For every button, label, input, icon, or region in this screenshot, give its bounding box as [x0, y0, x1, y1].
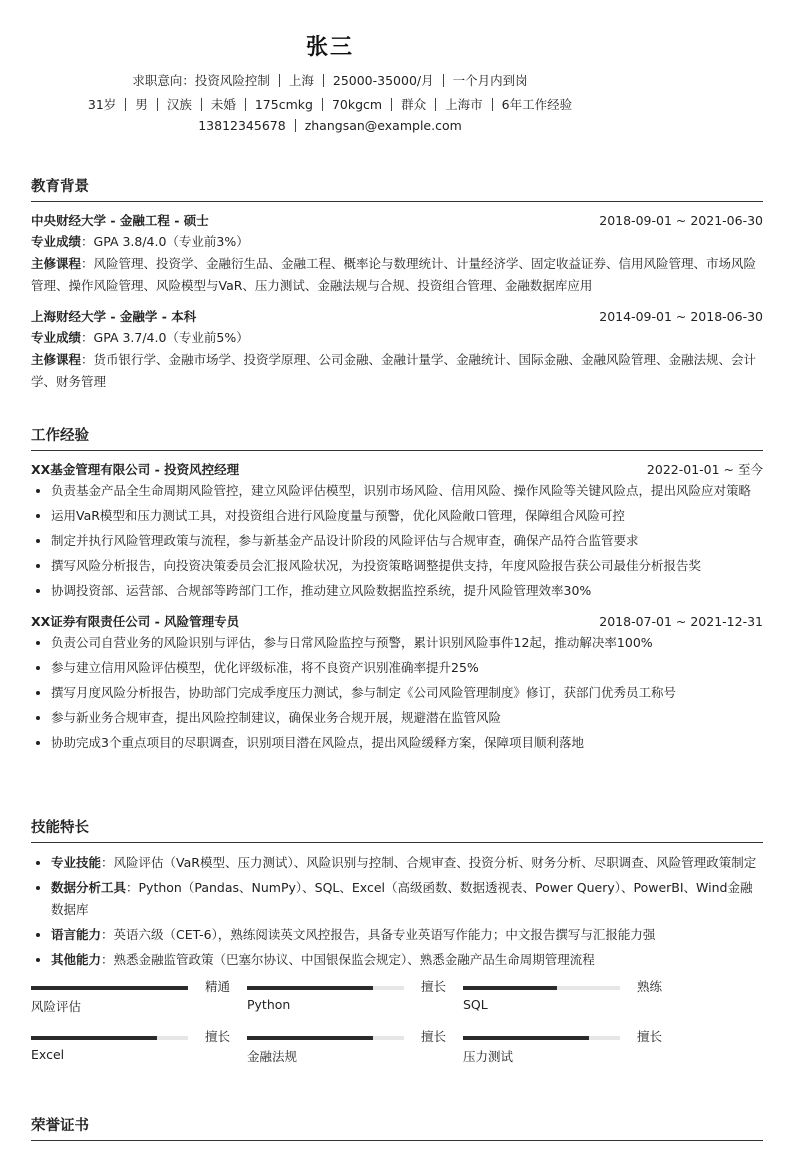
section-title: 工作经验	[31, 424, 763, 451]
contact-line	[0, 118, 660, 133]
school-degree: 中央财经大学 - 金融工程 - 硕士	[31, 213, 209, 228]
phone[interactable]: 13812345678	[198, 118, 286, 133]
list-item	[51, 924, 763, 946]
skill-name: 金融法规	[247, 1049, 298, 1064]
skill-name: SQL	[463, 997, 488, 1012]
skill-text: ：风险评估（VaR模型、压力测试）、风险识别与控制、合规审查、投资分析、财务分析、尽职调查、风险管理政策制定	[101, 855, 757, 870]
education-entry	[31, 211, 763, 297]
list-item	[51, 949, 763, 971]
date-range: 2022-01-01 ~ 至今	[646, 462, 763, 477]
skill-bar	[247, 977, 447, 1019]
skill-bar	[463, 1027, 663, 1069]
skill-label: 其他能力	[51, 952, 102, 967]
work-entry	[31, 612, 763, 754]
section-title: 荣誉证书	[31, 1114, 763, 1141]
school-degree: 上海财经大学 - 金融学 - 本科	[31, 309, 197, 324]
list-item	[51, 852, 763, 874]
duty-list	[31, 480, 763, 602]
skill-name: Excel	[31, 1047, 65, 1062]
skill-text: ：英语六级（CET-6），熟练阅读英文风控报告，具备专业英语写作能力；中文报告撰写与汇报能力强	[101, 927, 656, 942]
list-item: • 协助完成3个重点项目的尽职调查，识别项目潜在风险点，提出风险缓释方案，保障项目顺利落地	[51, 732, 763, 754]
skill-label: 专业技能	[51, 855, 102, 870]
marital-status: 未婚	[210, 97, 236, 112]
skill-level: 擅长	[637, 1029, 663, 1044]
company-role: XX证券有限责任公司 - 风险管理专员	[31, 614, 240, 629]
skill-level: 熟练	[637, 979, 663, 994]
honors-section	[31, 1114, 763, 1150]
skill-bar-fill	[247, 986, 373, 990]
courses-value: ：风险管理、投资学、金融衍生品、金融工程、概率论与数理统计、计量经济学、固定收益证券、信用风险管理、市场风险管理、操作风险管理、风险模型与VaR、压力测试、金融法规与合规、投资组合管理、金融数据库应用	[31, 256, 757, 293]
city: 上海	[288, 73, 314, 88]
grade-value: ：GPA 3.7/4.0（专业前5%）	[81, 330, 249, 345]
skill-bar	[463, 977, 663, 1019]
salary: 25000-35000/月	[332, 73, 434, 88]
skill-bar	[31, 977, 231, 1019]
skill-bars	[31, 977, 763, 1069]
skills-section	[31, 816, 763, 1069]
list-item: • 负责基金产品全生命周期风险管控，建立风险评估模型，识别市场风险、信用风险、操作风险等关键风险点，提出风险应对策略	[51, 480, 763, 502]
courses-label: 主修课程	[31, 256, 82, 271]
skill-bar	[31, 1027, 231, 1069]
skill-bar-fill	[463, 986, 557, 990]
date-range: 2018-09-01 ~ 2021-06-30	[599, 213, 763, 228]
duty-list	[31, 632, 763, 754]
list-item: • 协调投资部、运营部、合规部等跨部门工作，推动建立风险数据监控系统，提升风险管理效率30%	[51, 580, 763, 602]
list-item	[51, 877, 763, 921]
experience-years: 6年工作经验	[501, 97, 573, 112]
list-item: • 运用VaR模型和压力测试工具，对投资组合进行风险度量与预警，优化风险敞口管理，保障组合风险可控	[51, 505, 763, 527]
list-item: • 参与新业务合规审查，提出风险控制建议，确保业务合规开展，规避潜在监管风险	[51, 707, 763, 729]
list-item: • 负责公司自营业务的风险识别与评估，参与日常风险监控与预警，累计识别风险事件12起，推动解决率100%	[51, 632, 763, 654]
company-role: XX基金管理有限公司 - 投资风控经理	[31, 462, 240, 477]
skill-level: 擅长	[205, 1029, 231, 1044]
work-section	[31, 424, 763, 764]
skill-level: 擅长	[421, 979, 447, 994]
list-item: • 参与建立信用风险评估模型，优化评级标准，将不良资产识别准确率提升25%	[51, 657, 763, 679]
skill-level: 精通	[205, 979, 231, 994]
skill-name: Python	[247, 997, 291, 1012]
age: 31岁	[87, 97, 117, 112]
political-status: 群众	[401, 97, 427, 112]
education-section	[31, 175, 763, 403]
availability: 一个月内到岗	[452, 73, 528, 88]
skill-text: ：熟悉金融监管政策（巴塞尔协议、中国银保监会规定）、熟悉金融产品生命周期管理流程	[101, 952, 595, 967]
list-item: • 撰写风险分析报告，向投资决策委员会汇报风险状况，为投资策略调整提供支持，年度风险报告获公司最佳分析报告奖	[51, 555, 763, 577]
work-entry	[31, 460, 763, 602]
skill-name: 风险评估	[31, 999, 82, 1014]
job-intent-line	[0, 71, 660, 89]
ethnicity: 汉族	[166, 97, 192, 112]
skill-bar-fill	[31, 986, 188, 990]
weight: 70kgcm	[331, 97, 383, 112]
skill-level: 擅长	[421, 1029, 447, 1044]
gender: 男	[135, 97, 148, 112]
grade-label: 专业成绩	[31, 234, 82, 249]
section-title: 教育背景	[31, 175, 763, 202]
skill-text: ：Python（Pandas、NumPy）、SQL、Excel（高级函数、数据透视表、Power Query）、PowerBI、Wind金融数据库	[51, 880, 753, 917]
date-range: 2018-07-01 ~ 2021-12-31	[599, 614, 763, 629]
skill-label: 数据分析工具	[51, 880, 127, 895]
residence: 上海市	[445, 97, 483, 112]
list-item: • 制定并执行风险管理政策与流程，参与新基金产品设计阶段的风险评估与合规审查，确保产品符合监管要求	[51, 530, 763, 552]
candidate-name: 张三	[305, 35, 354, 60]
grade-label: 专业成绩	[31, 330, 82, 345]
date-range: 2014-09-01 ~ 2018-06-30	[599, 309, 763, 324]
skill-bar-fill	[463, 1036, 589, 1040]
skill-bar-fill	[31, 1036, 157, 1040]
skill-label: 语言能力	[51, 927, 102, 942]
courses-value: ：货币银行学、金融市场学、投资学原理、公司金融、金融计量学、金融统计、国际金融、金融风险管理、金融法规、会计学、财务管理	[31, 352, 757, 389]
height: 175cmkg	[254, 97, 313, 112]
list-item: • 撰写月度风险分析报告，协助部门完成季度压力测试，参与制定《公司风险管理制度》修订，获部门优秀员工称号	[51, 682, 763, 704]
education-entry	[31, 307, 763, 393]
courses-label: 主修课程	[31, 352, 82, 367]
grade-value: ：GPA 3.8/4.0（专业前3%）	[81, 234, 249, 249]
skill-bar-fill	[247, 1036, 373, 1040]
email[interactable]: zhangsan@example.com	[304, 118, 462, 133]
skill-bar	[247, 1027, 447, 1069]
skill-name: 压力测试	[463, 1049, 514, 1064]
section-title: 技能特长	[31, 816, 763, 843]
skills-list	[31, 852, 763, 971]
personal-info-line	[0, 95, 660, 113]
job-intent: 求职意向：投资风险控制	[132, 73, 270, 88]
